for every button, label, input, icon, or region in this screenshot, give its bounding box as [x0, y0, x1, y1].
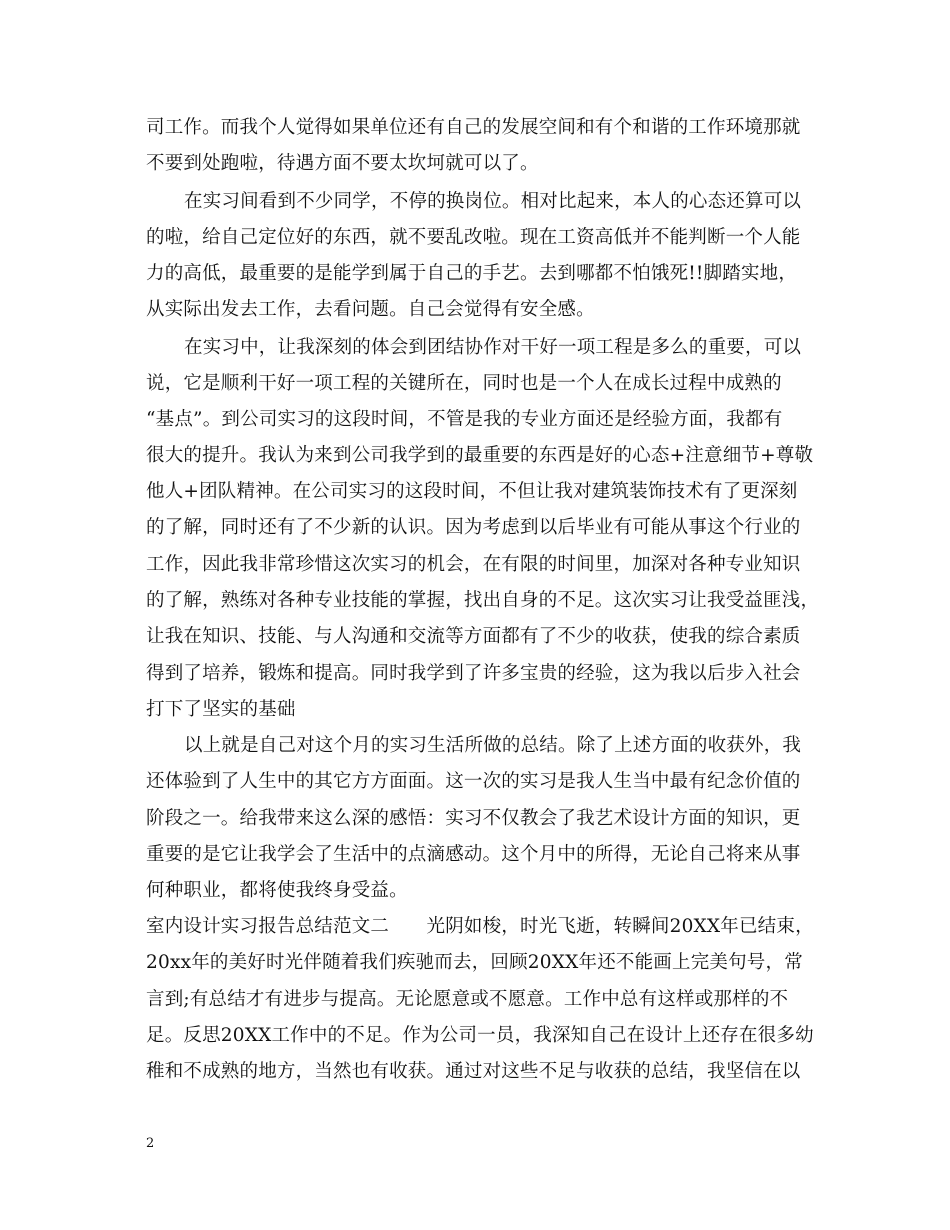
text-line: 阶段之一。给我带来这么深的感悟：实习不仅教会了我艺术设计方面的知识，更 — [146, 808, 801, 829]
text-line: 很大的提升。我认为来到公司我学到的最重要的东西是好的心态+注意细节+尊敬 — [146, 445, 814, 466]
text-line: 以上就是自己对这个月的实习生活所做的总结。除了上述方面的收获外，我 — [184, 735, 802, 756]
text-line: 司工作。而我个人觉得如果单位还有自己的发展空间和有个和谐的工作环境那就 — [146, 117, 801, 138]
text-line: 不要到处跑啦，待遇方面不要太坎坷就可以了。 — [146, 153, 539, 174]
text-line: 在实习中，让我深刻的体会到团结协作对干好一项工程是多么的重要，可以 — [184, 337, 802, 358]
text-line: 打下了坚实的基础 — [146, 699, 296, 720]
text-line: 从实际出发去工作，去看问题。自己会觉得有安全感。 — [146, 299, 595, 320]
text-line: 稚和不成熟的地方，当然也有收获。通过对这些不足与收获的总结，我坚信在以 — [146, 1061, 801, 1082]
text-line: 还体验到了人生中的其它方方面面。这一次的实习是我人生当中最有纪念价值的 — [146, 771, 801, 792]
text-line: 言到;有总结才有进步与提高。无论愿意或不愿意。工作中总有这样或那样的不 — [146, 989, 789, 1010]
text-line: 足。反思20XX工作中的不足。作为公司一员，我深知自己在设计上还存在很多幼 — [146, 1025, 814, 1046]
text-line: 重要的是它让我学会了生活中的点滴感动。这个月中的所得，无论自己将来从事 — [146, 844, 801, 865]
text-line: 力的高低，最重要的是能学到属于自己的手艺。去到哪都不怕饿死!!脚踏实地， — [146, 263, 798, 284]
text-line: 的了解，同时还有了不少新的认识。因为考虑到以后毕业有可能从事这个行业的 — [146, 517, 801, 538]
text-line: 的啦，给自己定位好的东西，就不要乱改啦。现在工资高低并不能判断一个人能 — [146, 227, 801, 248]
text-line: 在实习间看到不少同学，不停的换岗位。相对比起来，本人的心态还算可以 — [184, 191, 802, 212]
text-line: 20xx年的美好时光伴随着我们疾驰而去，回顾20XX年还不能画上完美句号，常 — [146, 952, 803, 973]
text-line: 他人+团队精神。在公司实习的这段时间，不但让我对建筑装饰技术有了更深刻 — [146, 481, 798, 502]
text-line: “基点”。到公司实习的这段时间，不管是我的专业方面还是经验方面，我都有 — [146, 409, 783, 430]
text-line: 室内设计实习报告总结范文二 光阴如梭，时光飞逝，转瞬间20XX年已结束， — [146, 916, 814, 937]
text-line: 得到了培养，锻炼和提高。同时我学到了许多宝贵的经验，这为我以后步入社会 — [146, 663, 801, 684]
text-line: 让我在知识、技能、与人沟通和交流等方面都有了不少的收获，使我的综合素质 — [146, 626, 801, 647]
text-line: 何种职业，都将使我终身受益。 — [146, 880, 408, 901]
text-line: 工作，因此我非常珍惜这次实习的机会，在有限的时间里，加深对各种专业知识 — [146, 554, 801, 575]
page-number: 2 — [146, 1136, 155, 1151]
text-line: 说，它是顺利干好一项工程的关键所在，同时也是一个人在成长过程中成熟的 — [146, 373, 782, 394]
text-line: 的了解，熟练对各种专业技能的掌握，找出自身的不足。这次实习让我受益匪浅， — [146, 590, 820, 611]
